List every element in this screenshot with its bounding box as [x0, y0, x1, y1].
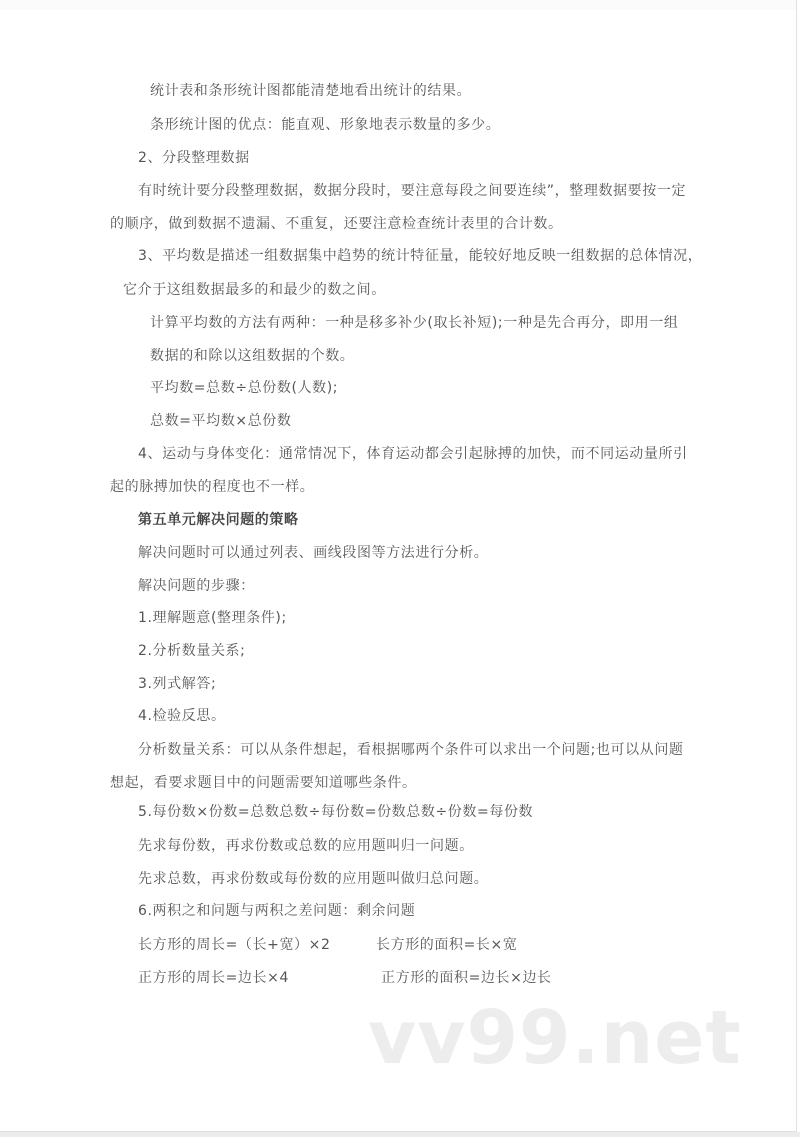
section-heading-2: 2、分段整理数据: [138, 150, 250, 166]
text-line: 分析数量关系：可以从条件想起，看根据哪两个条件可以求出一个问题;也可以从问题: [138, 742, 684, 758]
section-heading-3: 3、平均数是描述一组数据集中趋势的统计特征量，能较好地反映一组数据的总体情况，: [138, 248, 703, 264]
section-heading-4: 4、运动与身体变化：通常情况下，体育运动都会引起脉搏的加快，而不同运动量所引: [138, 446, 688, 462]
text-line: 先求总数，再求份数或每份数的应用题叫做归总问题。: [138, 871, 489, 887]
step-4: 4.检验反思。: [138, 708, 226, 724]
formula-square-area: 正方形的面积=边长×边长: [381, 970, 552, 986]
text-line: 起的脉搏加快的程度也不一样。: [110, 479, 315, 495]
formula-average: 平均数=总数÷总份数(人数);: [150, 380, 339, 396]
text-line: 它介于这组数据最多的和最少的数之间。: [123, 282, 386, 298]
section-heading-6: 6.两积之和问题与两积之差问题：剩余问题: [138, 903, 416, 919]
formula-rect-perimeter: 长方形的周长=（长+宽）×2: [138, 937, 331, 953]
page-top-band: [0, 0, 796, 10]
formula-rect-area: 长方形的面积=长×宽: [376, 937, 518, 953]
text-line: 先求每份数，再求份数或总数的应用题叫归一问题。: [138, 838, 474, 854]
text-line: 想起，看要求题目中的问题需要知道哪些条件。: [110, 775, 417, 791]
step-3: 3.列式解答;: [138, 676, 217, 692]
step-1: 1.理解题意(整理条件);: [138, 610, 287, 626]
steps-heading: 解决问题的步骤：: [138, 578, 255, 594]
text-line: 解决问题时可以通过列表、画线段图等方法进行分析。: [138, 545, 489, 561]
text-line: 的顺序，做到数据不遗漏、不重复，还要注意检查统计表里的合计数。: [110, 216, 563, 232]
unit-5-heading: 第五单元解决问题的策略: [138, 512, 299, 528]
formula-total: 总数=平均数×总份数: [150, 413, 292, 429]
text-line: 条形统计图的优点：能直观、形象地表示数量的多少。: [150, 117, 501, 133]
text-line: 数据的和除以这组数据的个数。: [150, 348, 355, 364]
formula-square-perimeter: 正方形的周长=边长×4: [138, 970, 289, 986]
text-line: 计算平均数的方法有两种：一种是移多补少(取长补短);一种是先合再分，即用一组: [150, 315, 679, 331]
page-bottom-edge: [0, 1132, 800, 1137]
text-line: 有时统计要分段整理数据，数据分段时，要注意每段之间要连续”，整理数据要按一定: [138, 183, 687, 199]
section-heading-5: 5.每份数×份数=总数总数÷每份数=份数总数÷份数=每份数: [138, 804, 534, 820]
watermark: vv99.net: [368, 995, 742, 1081]
step-2: 2.分析数量关系;: [138, 643, 246, 659]
text-line: 统计表和条形统计图都能清楚地看出统计的结果。: [150, 83, 472, 99]
